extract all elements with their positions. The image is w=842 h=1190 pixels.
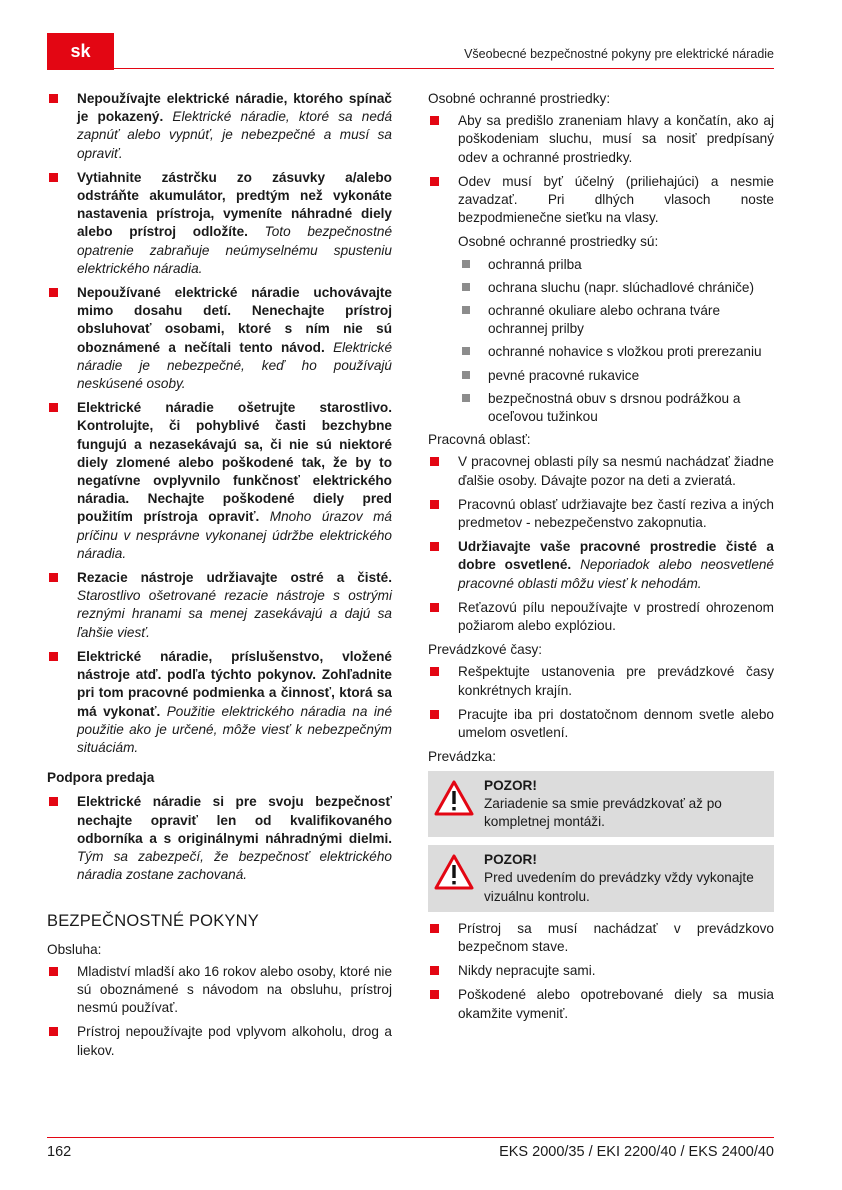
bullet-text: Prístroj sa musí nachádzať v prevádzkovo bezpečnom stave. (458, 920, 774, 954)
bullet-square-icon (49, 173, 58, 182)
bullet-bold-text: Rezacie nástroje udržiavajte ostré a čisté. (77, 570, 392, 586)
sub-bullet-icon (462, 260, 470, 268)
bullet-square-icon (430, 966, 439, 975)
model-names: EKS 2000/35 / EKI 2200/40 / EKS 2400/40 (499, 1144, 774, 1160)
list-item-text: ochranné nohavice s vložkou proti prerezaniu (488, 344, 762, 360)
warning-triangle-icon (434, 780, 474, 816)
bullet-square-icon (49, 573, 58, 582)
bullet-item (428, 920, 774, 956)
bullet-text: V pracovnej oblasti píly sa nesmú nachádzať žiadne ďalšie osoby. Dávajte pozor na deti a zvieratá. (458, 454, 774, 488)
header-divider (47, 68, 774, 69)
list-item-text: ochranná prilba (488, 256, 582, 272)
bullet-text: Poškodené alebo opotrebované diely sa musia okamžite vymeniť. (458, 987, 774, 1021)
section-label: Osobné ochranné prostriedky: (428, 91, 611, 106)
list-item-text: ochranné okuliare alebo ochrana tváre ochrannej prilby (488, 303, 721, 337)
list-item (428, 343, 774, 361)
page-number: 162 (47, 1144, 72, 1160)
bullet-text: Prístroj nepoužívajte pod vplyvom alkoholu, drog a liekov. (77, 1024, 392, 1058)
bullet-italic-text: Mnoho úrazov má príčinu v nesprávne vykonanej údržbe elektrického náradia. (77, 509, 392, 561)
bullet-bold-text: Vytiahnite zástrčku zo zásuvky a/alebo odstráňte akumulátor, predtým než vykonáte nastavenia prístroja, vymeníte náhradné diely alebo prístroj odložíte. (77, 169, 392, 240)
left-column (47, 90, 392, 1066)
sub-bullet-icon (462, 306, 470, 314)
bullet-square-icon (49, 797, 58, 806)
sub-bullet-icon (462, 347, 470, 355)
warning-title: POZOR! (484, 852, 537, 868)
bullet-item (47, 648, 392, 757)
bullet-square-icon (49, 652, 58, 661)
bullet-item (428, 706, 774, 742)
bullet-bold-text: Elektrické náradie si pre svoju bezpečnosť nechajte opraviť len od kvalifikovaného odborníka a s originálnymi náhradnými dielmi. (77, 794, 392, 846)
list-item (428, 367, 774, 385)
bullet-square-icon (430, 924, 439, 933)
bullet-item (47, 399, 392, 563)
bullet-square-icon (430, 990, 439, 999)
language-tab: sk (47, 33, 114, 70)
bullet-item (428, 986, 774, 1022)
bullet-bold-text: Udržiavajte vaše pracovné prostredie čisté a dobre osvetlené. (458, 539, 774, 573)
bullet-item (428, 599, 774, 635)
sub-bullet-icon (462, 283, 470, 291)
section-label: Obsluha: (47, 941, 102, 957)
warning-triangle-icon (434, 854, 474, 890)
bullet-item (428, 496, 774, 532)
list-item (428, 302, 774, 338)
bullet-square-icon (430, 177, 439, 186)
warning-box (428, 845, 774, 912)
bullet-item (428, 453, 774, 489)
bullet-item (47, 793, 392, 884)
header-title: Všeobecné bezpečnostné pokyny pre elektrické náradie (464, 47, 774, 61)
list-item-text: bezpečnostná obuv s drsnou podrážkou a oceľovou tužinkou (488, 390, 741, 425)
bullet-square-icon (430, 667, 439, 676)
bullet-italic-text: Starostlivo ošetrované rezacie nástroje s ostrými reznými hranami sa menej zasekávajú a dajú sa ľahšie viesť. (77, 588, 392, 640)
list-item (428, 256, 774, 274)
bullet-italic-text: Elektrické náradie, ktoré sa nedá zapnúť alebo vypnúť, je nebezpečné a musí sa opraviť. (77, 109, 393, 161)
bullet-text: Pracujte iba pri dostatočnom dennom svetle alebo umelom osvetlení. (458, 706, 774, 741)
bullet-item (47, 90, 392, 163)
bullet-item (428, 663, 774, 699)
bullet-italic-text: Tým sa zabezpečí, že bezpečnosť elektrického náradia zostane zachovaná. (77, 848, 392, 883)
bullet-bold-text: Elektrické náradie, príslušenstvo, vložené nástroje atď. podľa týchto pokynov. Zohľadnite pri tom pracovné podmienka a činnosť, ktorá sa má vykonať. (77, 648, 392, 719)
list-item-text: ochrana sluchu (napr. slúchadlové chrániče) (488, 279, 754, 295)
bullet-item (47, 169, 392, 278)
bullet-item (47, 569, 392, 642)
bullet-italic-text: Neporiadok alebo neosvetlené pracovné oblasti môžu viesť k nehodám. (458, 557, 774, 591)
bullet-square-icon (49, 403, 58, 412)
bullet-item (47, 963, 392, 1018)
sub-bullet-icon (462, 371, 470, 379)
ppe-list-label: Osobné ochranné prostriedky sú: (458, 234, 659, 250)
bullet-italic-text: Použitie elektrického náradia na iné použitie ako je určené, môže viesť k nebezpečným situáciám. (77, 703, 393, 755)
list-item (428, 279, 774, 297)
bullet-square-icon (430, 710, 439, 719)
right-column (428, 90, 774, 1029)
section-label: Prevádzka: (428, 749, 497, 765)
warning-title: POZOR! (484, 777, 537, 793)
bullet-item (428, 173, 774, 228)
bullet-bold-text: Nepoužívané elektrické náradie uchovávajte mimo dosahu detí. Nenechajte prístroj obsluhovať osobami, ktoré s ním nie sú oboznámené a nečítali tento návod. (77, 285, 392, 355)
bullet-square-icon (49, 1027, 58, 1036)
warning-text: Zariadenie sa smie prevádzkovať až po kompletnej montáži. (484, 795, 722, 829)
section-subheading: Podpora predaja (47, 770, 155, 786)
bullet-square-icon (430, 542, 439, 551)
bullet-square-icon (430, 116, 439, 125)
bullet-square-icon (49, 967, 58, 976)
bullet-square-icon (430, 457, 439, 466)
bullet-italic-text: Elektrické náradie je nebezpečné, keď ho používajú neskúsené osoby. (77, 339, 392, 392)
warning-text: Pred uvedením do prevádzky vždy vykonajte vizuálnu kontrolu. (484, 870, 754, 904)
sub-bullet-icon (462, 394, 470, 402)
bullet-text: Reťazovú pílu nepoužívajte v prostredí ohrozenom požiarom alebo explóziou. (458, 599, 774, 634)
bullet-square-icon (430, 500, 439, 509)
bullet-text: Aby sa predišlo zraneniam hlavy a končatín, ako aj poškodeniam sluchu, musí sa nosiť predpísaný odev a ochranné prostriedky. (458, 113, 774, 165)
bullet-italic-text: Toto bezpečnostné opatrenie zabraňuje neúmyselnému spusteniu elektrického náradia. (77, 224, 393, 276)
footer-divider (47, 1137, 774, 1138)
bullet-square-icon (49, 94, 58, 103)
bullet-item (428, 112, 774, 167)
bullet-text: Odev musí byť účelný (priliehajúci) a nesmie zavadzať. Pri dlhých vlasoch noste bezpodmienečne sieťku na vlasy. (458, 173, 774, 226)
bullet-text: Rešpektujte ustanovenia pre prevádzkové časy konkrétnych krajín. (458, 664, 774, 698)
bullet-item (428, 538, 774, 593)
warning-box (428, 771, 774, 838)
list-item-text: pevné pracovné rukavice (488, 367, 640, 383)
bullet-item (47, 1023, 392, 1059)
bullet-bold-text: Nepoužívajte elektrické náradie, ktorého spínač je pokazený. (77, 91, 392, 125)
bullet-bold-text: Elektrické náradie ošetrujte starostlivo. Kontrolujte, či pohyblivé časti bezchybne fungujú a nezasekávajú sa, či nie sú niektoré diely zlomené alebo poškodené tak, že by to negatívne ovplyvnilo funkčnosť elektrického náradia. Nechajte poškodené diely pred použitím prístroja opraviť. (77, 400, 392, 525)
bullet-text: Mladiství mladší ako 16 rokov alebo osoby, ktoré nie sú oboznámené s návodom na obsluhu, prístroj nesmú používať. (77, 963, 392, 1016)
bullet-square-icon (49, 288, 58, 297)
bullet-item (47, 284, 392, 393)
bullet-text: Nikdy nepracujte sami. (458, 963, 596, 979)
bullet-square-icon (430, 603, 439, 612)
list-item (428, 390, 774, 426)
section-label: Pracovná oblasť: (428, 432, 531, 448)
bullet-text: Pracovnú oblasť udržiavajte bez častí reziva a iných predmetov - nebezpečenstvo zakopnutia. (458, 496, 774, 531)
section-label: Prevádzkové časy: (428, 642, 543, 658)
section-heading: BEZPEČNOSTNÉ POKYNY (47, 912, 259, 931)
bullet-item (428, 962, 774, 980)
